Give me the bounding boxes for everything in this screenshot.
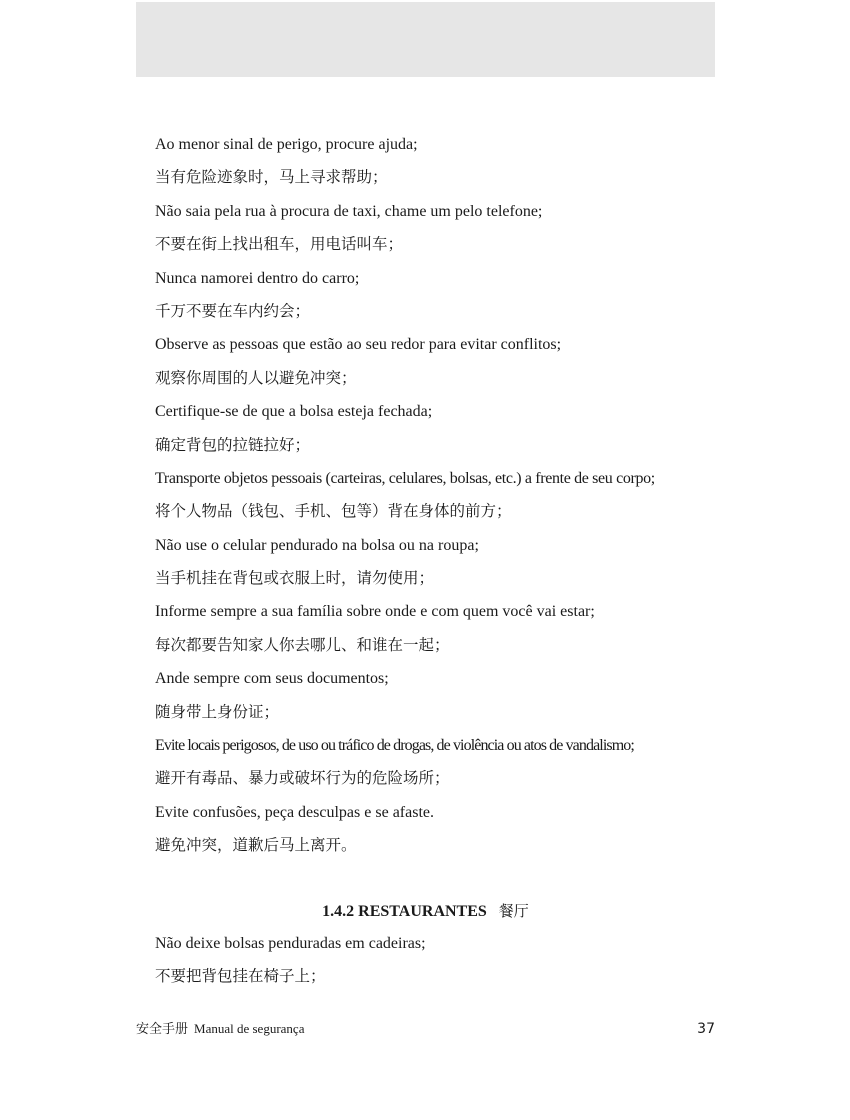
paragraph-line: 每次都要告知家人你去哪儿、和谁在一起； [155,635,450,654]
section-body-text [155,927,720,994]
paragraph-line: Transporte objetos pessoais (carteiras, celulares, bolsas, etc.) a frente de seu corpo; [155,469,655,487]
paragraph-line: 随身带上身份证； [155,702,280,721]
paragraph-line: 当有危险迹象时，马上寻求帮助； [155,168,388,187]
paragraph-line: Ao menor sinal de perigo, procure ajuda; [155,136,418,153]
paragraph-line: Observe as pessoas que estão ao seu redor para evitar conflitos; [155,336,562,354]
paragraph-line: Certifique-se de que a bolsa esteja fechada; [155,403,433,421]
paragraph-line: 千万不要在车内约会； [155,301,311,320]
paragraph-line: 避免冲突，道歉后马上离开。 [155,836,357,855]
header-band [136,2,715,77]
paragraph-line: Não use o celular pendurado na bolsa ou na roupa; [155,536,479,554]
paragraph-line: 将个人物品（钱包、手机、包等）背在身体的前方； [155,502,512,521]
page-number: 37 [697,1021,715,1037]
paragraph-line: 避开有毒品、暴力或破坏行为的危险场所； [155,769,450,788]
footer-title-pt: Manual de segurança [194,1021,305,1036]
paragraph-line: Evite locais perigosos, de uso ou tráfico de drogas, de violência ou atos de vandalismo; [155,737,634,755]
section-title-zh: 餐厅 [498,902,529,920]
paragraph-line: Informe sempre a sua família sobre onde e com quem você vai estar; [155,603,595,621]
body-text [155,128,720,863]
paragraph-line: Não saia pela rua à procura de taxi, chame um pelo telefone; [155,202,543,220]
section-heading [136,896,715,926]
paragraph-line: Evite confusões, peça desculpas e se afaste. [155,803,434,821]
paragraph-line: Nunca namorei dentro do carro; [155,269,360,287]
paragraph-line: 观察你周围的人以避免冲突； [155,368,357,387]
paragraph-line: 确定背包的拉链拉好； [155,435,311,454]
paragraph-line: 不要在街上找出租车，用电话叫车； [155,235,404,254]
paragraph-line: Ande sempre com seus documentos; [155,670,389,688]
paragraph-line: 不要把背包挂在椅子上； [155,967,326,986]
footer-title [136,1016,304,1043]
paragraph-line: Não deixe bolsas penduradas em cadeiras; [155,935,426,952]
footer-title-zh: 安全手册 [136,1022,189,1037]
section-title-pt: 1.4.2 RESTAURANTES [322,903,487,920]
paragraph-line: 当手机挂在背包或衣服上时，请勿使用； [155,569,435,588]
page-footer [136,1016,715,1042]
